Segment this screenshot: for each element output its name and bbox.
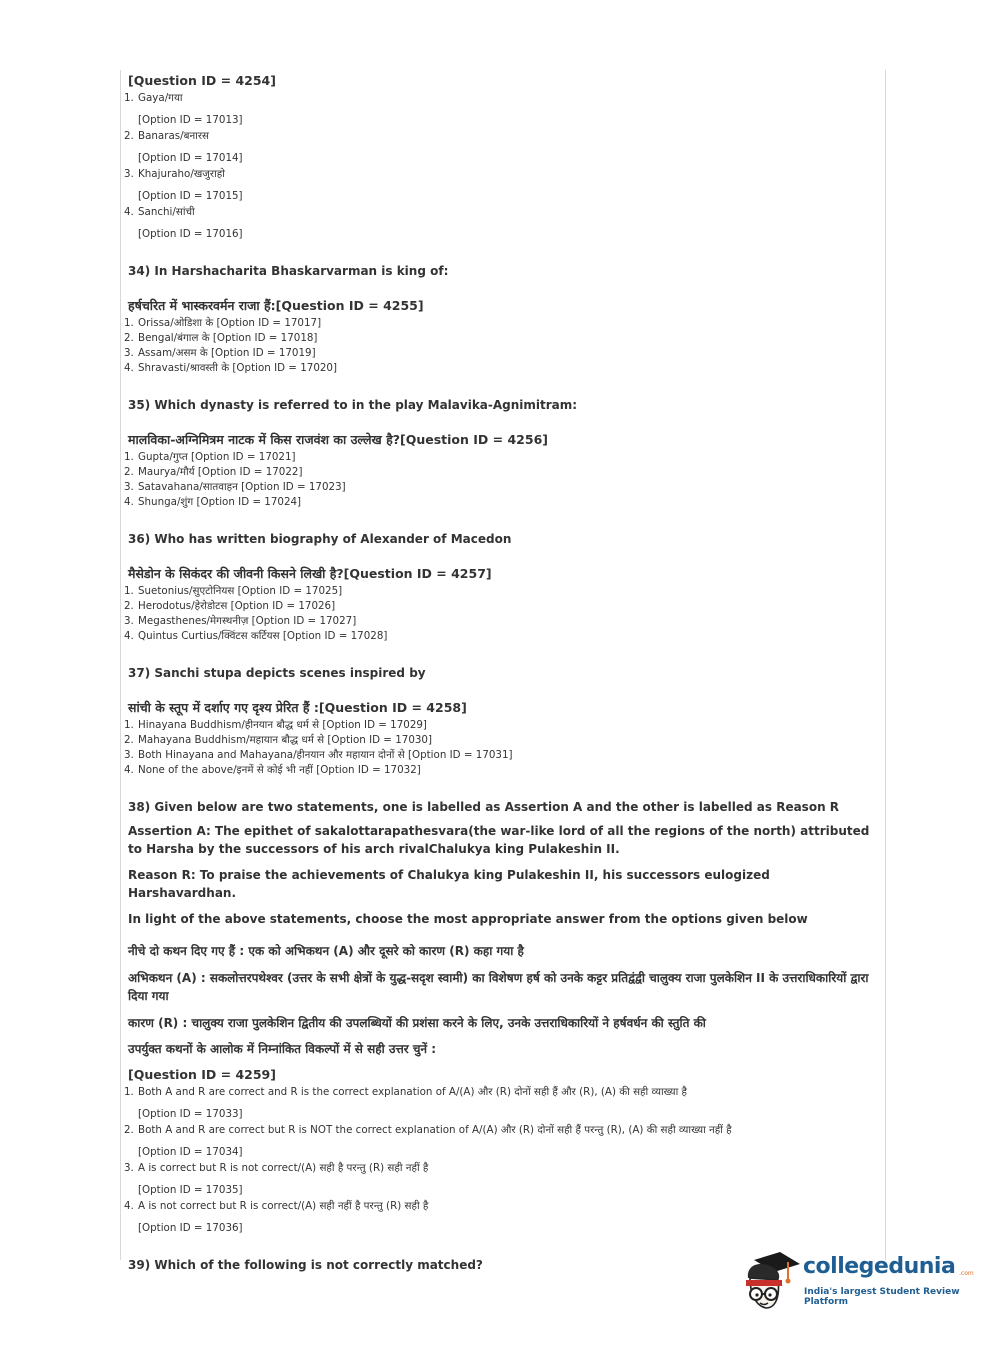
option-item (125, 1085, 873, 1122)
option-item (125, 599, 873, 614)
option-number: 1. (124, 719, 134, 731)
question-37 (124, 666, 873, 778)
right-margin-line (885, 70, 886, 1260)
option-number: 2. (124, 734, 134, 746)
options-list (124, 584, 873, 644)
left-margin-line (120, 70, 121, 1260)
option-text: A is not correct but R is correct/(A) सही नहीं है परन्तु (R) सही है (138, 1200, 429, 1212)
question-38 (124, 800, 873, 1236)
question-33 (124, 73, 873, 242)
option-number: 2. (124, 130, 134, 142)
option-item (125, 748, 873, 763)
options-list (124, 91, 873, 242)
option-item (125, 718, 873, 733)
logo-wordmark: collegedunia (803, 1254, 956, 1279)
option-item (125, 167, 873, 204)
option-item (125, 629, 873, 644)
option-number: 3. (124, 749, 134, 761)
assertion-text: Assertion A: The epithet of sakalottarapathesvara(the war-like lord of all the regions of the north) attributed to Harsha by the successors of his arch rivalChalukya king Pulakeshin II. (128, 824, 870, 856)
option-item (125, 465, 873, 480)
option-number: 3. (124, 615, 134, 627)
question-hindi: मैसेडोन के सिकंदर की जीवनी किसने लिखी है?[Question ID = 4257] (128, 566, 492, 581)
student-mascot-icon (740, 1250, 802, 1316)
hindi-assertion: अभिकथन (A) : सकलोत्तरपथेश्वर (उत्तर के सभी क्षेत्रों के युद्ध-सदृश स्वामी) का विशेषण हर्ष को उनके कट्टर प्रतिद्वंद्वी चालुक्य राजा पुलकेशिन II के उत्तराधिकारियों द्वारा दिया गया (128, 971, 869, 1003)
option-number: 1. (124, 451, 134, 463)
option-id: [Option ID = 17014] (138, 152, 243, 164)
option-number: 3. (124, 1162, 134, 1174)
option-item (125, 480, 873, 495)
option-text: Megasthenes/मेगस्थनीज़ [Option ID = 17027] (138, 615, 357, 627)
option-item (125, 1123, 873, 1160)
option-text: Shravasti/श्रावस्ती के [Option ID = 17020] (138, 362, 337, 374)
question-hindi: हर्षचरित में भास्करवर्मन राजा हैं:[Question ID = 4255] (128, 298, 424, 313)
collegedunia-logo (740, 1250, 974, 1320)
option-item (125, 361, 873, 376)
option-item (125, 1199, 873, 1236)
question-34 (124, 264, 873, 376)
option-text: Both A and R are correct but R is NOT the correct explanation of A/(A) और (R) दोनों सही हैं परन्तु (R), (A) की सही व्याख्या नहीं है (138, 1124, 732, 1136)
option-item (125, 495, 873, 510)
option-text: Banaras/बनारस (138, 130, 210, 142)
question-paper-page (124, 73, 873, 1272)
option-item (125, 733, 873, 748)
option-text: Both A and R are correct and R is the correct explanation of A/(A) और (R) दोनों सही हैं और (R), (A) की सही व्याख्या है (138, 1086, 688, 1098)
option-number: 2. (124, 466, 134, 478)
question-title: 37) Sanchi stupa depicts scenes inspired by (128, 666, 426, 680)
option-id: [Option ID = 17034] (138, 1146, 243, 1158)
option-number: 4. (124, 764, 134, 776)
option-item (125, 331, 873, 346)
option-text: Sanchi/सांची (138, 206, 195, 218)
option-number: 4. (124, 362, 134, 374)
option-item (125, 316, 873, 331)
option-text: Gaya/गया (138, 92, 183, 104)
option-text: Quintus Curtius/क्विंटस कर्टियस [Option ID = 17028] (138, 630, 388, 642)
option-number: 3. (124, 347, 134, 359)
option-number: 1. (124, 585, 134, 597)
options-list (124, 1085, 873, 1236)
option-item (125, 763, 873, 778)
question-id: [Question ID = 4259] (128, 1067, 276, 1082)
option-text: Khajuraho/खजुराहो (138, 168, 225, 180)
question-title: 35) Which dynasty is referred to in the play Malavika-Agnimitram: (128, 398, 578, 412)
option-id: [Option ID = 17016] (138, 228, 243, 240)
option-number: 3. (124, 168, 134, 180)
question-title: 39) Which of the following is not correctly matched? (128, 1258, 483, 1272)
question-title: 36) Who has written biography of Alexander of Macedon (128, 532, 512, 546)
option-text: Shunga/शुंग [Option ID = 17024] (138, 496, 302, 508)
option-item (125, 450, 873, 465)
option-text: Satavahana/सातवाहन [Option ID = 17023] (138, 481, 346, 493)
option-id: [Option ID = 17035] (138, 1184, 243, 1196)
option-item (125, 346, 873, 361)
option-item (125, 584, 873, 599)
question-36 (124, 532, 873, 644)
instruction-text: In light of the above statements, choose the most appropriate answer from the options given below (128, 912, 808, 926)
options-list (124, 718, 873, 778)
option-id: [Option ID = 17033] (138, 1108, 243, 1120)
option-text: Both Hinayana and Mahayana/हीनयान और महायान दोनों से [Option ID = 17031] (138, 749, 513, 761)
option-text: Bengal/बंगाल के [Option ID = 17018] (138, 332, 318, 344)
option-text: Assam/असम के [Option ID = 17019] (138, 347, 316, 359)
option-number: 1. (124, 1086, 134, 1098)
option-number: 4. (124, 630, 134, 642)
option-text: A is correct but R is not correct/(A) सही है परन्तु (R) सही नहीं है (138, 1162, 429, 1174)
option-text: Maurya/मौर्य [Option ID = 17022] (138, 466, 303, 478)
question-title: 38) Given below are two statements, one is labelled as Assertion A and the other is labelled as Reason R (128, 800, 840, 814)
option-number: 2. (124, 332, 134, 344)
reason-text: Reason R: To praise the achievements of Chalukya king Pulakeshin II, his successors eulogized Harshavardhan. (128, 868, 770, 900)
options-list (124, 316, 873, 376)
option-text: Mahayana Buddhism/महायान बौद्ध धर्म से [Option ID = 17030] (138, 734, 432, 746)
option-number: 2. (124, 600, 134, 612)
options-list (124, 450, 873, 510)
question-35 (124, 398, 873, 510)
option-number: 1. (124, 317, 134, 329)
hindi-reason: कारण (R) : चालुक्य राजा पुलकेशिन द्वितीय की उपलब्धियों की प्रशंसा करने के लिए, उनके उत्तराधिकारियों ने हर्षवर्धन की स्तुति की (128, 1016, 706, 1030)
option-item (125, 1161, 873, 1198)
option-number: 4. (124, 1200, 134, 1212)
option-number: 2. (124, 1124, 134, 1136)
option-text: Herodotus/हेरोडोटस [Option ID = 17026] (138, 600, 336, 612)
option-text: Orissa/ओडिशा के [Option ID = 17017] (138, 317, 322, 329)
option-text: Suetonius/सुएटोनियस [Option ID = 17025] (138, 585, 343, 597)
option-id: [Option ID = 17015] (138, 190, 243, 202)
option-text: None of the above/इनमें से कोई भी नहीं [Option ID = 17032] (138, 764, 421, 776)
question-title: 34) In Harshacharita Bhaskarvarman is king of: (128, 264, 449, 278)
option-number: 3. (124, 481, 134, 493)
option-id: [Option ID = 17036] (138, 1222, 243, 1234)
option-item (125, 614, 873, 629)
option-text: Gupta/गुप्त [Option ID = 17021] (138, 451, 296, 463)
logo-domain: .com (959, 1270, 974, 1277)
question-hindi: मालविका-अग्निमित्रम नाटक में किस राजवंश का उल्लेख है?[Question ID = 4256] (128, 432, 548, 447)
option-number: 4. (124, 496, 134, 508)
option-id: [Option ID = 17013] (138, 114, 243, 126)
option-item (125, 91, 873, 128)
question-id: [Question ID = 4254] (128, 73, 276, 88)
option-number: 4. (124, 206, 134, 218)
option-item (125, 205, 873, 242)
option-number: 1. (124, 92, 134, 104)
hindi-instruction: उपर्युक्त कथनों के आलोक में निम्नांकित विकल्पों में से सही उत्तर चुनें : (128, 1042, 437, 1056)
question-hindi: सांची के स्तूप में दर्शाए गए दृश्य प्रेरित हैं :[Question ID = 4258] (128, 700, 467, 715)
hindi-intro: नीचे दो कथन दिए गए हैं : एक को अभिकथन (A) और दूसरे को कारण (R) कहा गया है (128, 944, 524, 958)
option-text: Hinayana Buddhism/हीनयान बौद्ध धर्म से [Option ID = 17029] (138, 719, 427, 731)
option-item (125, 129, 873, 166)
logo-tagline: India's largest Student Review Platform (804, 1287, 960, 1307)
